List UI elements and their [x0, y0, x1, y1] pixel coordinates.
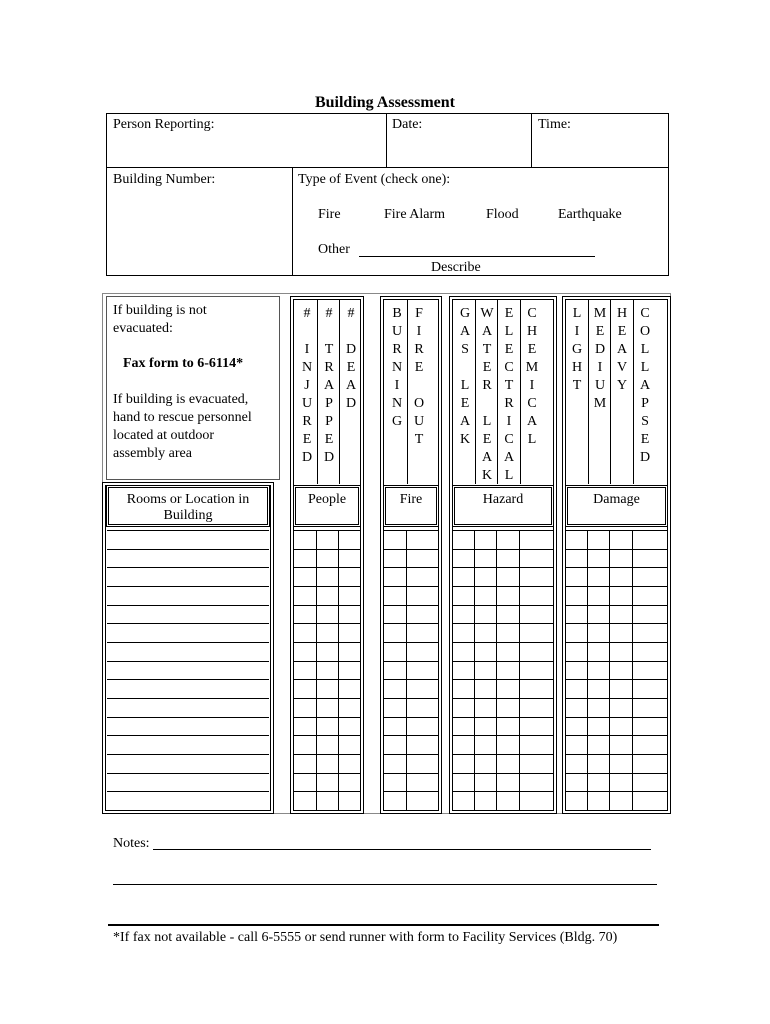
- grid-row-line: [294, 717, 360, 718]
- dead-header: # D E A D: [345, 306, 357, 411]
- grid-row-line: [107, 735, 269, 736]
- grid-row-line: [384, 642, 438, 643]
- grid-row-line: [453, 810, 553, 811]
- event-type-label: Type of Event (check one):: [298, 172, 451, 187]
- notes-line-1[interactable]: [153, 849, 651, 850]
- grid-row-line: [107, 698, 269, 699]
- electrical-header: E L E C T R I C A L: [503, 306, 515, 483]
- grid-row-line: [107, 773, 269, 774]
- grid-row-line: [453, 623, 553, 624]
- grid-row-line: [453, 567, 553, 568]
- header-box: [106, 113, 669, 276]
- grid-col-line: [316, 530, 317, 810]
- grid-row-line: [566, 661, 667, 662]
- grid-row-line: [294, 698, 360, 699]
- grid-row-line: [107, 642, 269, 643]
- trapped-header: # T R A P P E D: [323, 306, 335, 465]
- grid-row-line: [294, 735, 360, 736]
- chemical-header: C H E M I C A L: [525, 306, 539, 447]
- instructions-line6: assembly area: [113, 446, 192, 461]
- grid-row-line: [566, 642, 667, 643]
- rooms-header: [106, 485, 270, 527]
- grid-row-line: [107, 586, 269, 587]
- grid-row-line: [107, 605, 269, 606]
- grid-row-line: [107, 717, 269, 718]
- grid-col-line: [474, 530, 475, 810]
- grid-row-line: [294, 679, 360, 680]
- grid-row-line: [566, 717, 667, 718]
- building-number-label: Building Number:: [113, 172, 216, 187]
- instructions-line4: hand to rescue personnel: [113, 410, 252, 425]
- grid-row-line: [384, 661, 438, 662]
- grid-col-line: [632, 530, 633, 810]
- grid-row-line: [384, 586, 438, 587]
- fire-out-header: F I R E O U T: [413, 306, 425, 447]
- notes-line-2[interactable]: [113, 884, 657, 885]
- event-option-flood[interactable]: Flood: [486, 207, 519, 222]
- damage-header: [565, 485, 668, 527]
- grid-row-line: [384, 605, 438, 606]
- people-header: [293, 485, 361, 527]
- grid-row-line: [566, 530, 667, 531]
- fax-instruction: Fax form to 6-6114*: [123, 356, 244, 371]
- grid-row-line: [294, 754, 360, 755]
- medium-header: M E D I U M: [593, 306, 607, 411]
- grid-row-line: [453, 530, 553, 531]
- grid-row-line: [453, 717, 553, 718]
- rooms-header-label: Rooms or Location in Building: [126, 492, 250, 523]
- grid-row-line: [107, 530, 269, 531]
- grid-row-line: [453, 661, 553, 662]
- grid-row-line: [384, 717, 438, 718]
- rooms-group: [102, 482, 274, 814]
- heavy-header: H E A V Y: [616, 306, 628, 393]
- grid-row-line: [107, 754, 269, 755]
- date-label: Date:: [392, 117, 423, 132]
- grid-row-line: [294, 810, 360, 811]
- grid-row-line: [566, 679, 667, 680]
- grid-col-line: [496, 530, 497, 810]
- grid-row-line: [384, 791, 438, 792]
- grid-row-line: [294, 773, 360, 774]
- grid-row-line: [453, 735, 553, 736]
- hazard-header: [452, 485, 554, 527]
- event-option-earthquake[interactable]: Earthquake: [558, 207, 622, 222]
- grid-row-line: [566, 567, 667, 568]
- collapsed-header: C O L L A P S E D: [639, 306, 651, 465]
- grid-row-line: [566, 586, 667, 587]
- fire-header: [383, 485, 439, 527]
- grid-row-line: [294, 567, 360, 568]
- grid-row-line: [453, 791, 553, 792]
- grid-row-line: [294, 586, 360, 587]
- grid-row-line: [384, 567, 438, 568]
- other-label: Other: [318, 242, 350, 257]
- fire-header-label: Fire: [399, 492, 423, 507]
- instructions-line5: located at outdoor: [113, 428, 215, 443]
- grid-row-line: [453, 679, 553, 680]
- grid-row-line: [453, 754, 553, 755]
- event-option-fire[interactable]: Fire: [318, 207, 341, 222]
- damage-header-label: Damage: [593, 492, 640, 507]
- burning-header: B U R N I N G: [391, 306, 403, 429]
- grid-row-line: [107, 549, 269, 550]
- grid-row-line: [294, 642, 360, 643]
- grid-row-line: [566, 773, 667, 774]
- grid-row-line: [384, 698, 438, 699]
- grid-row-line: [107, 623, 269, 624]
- water-leak-header: W A T E R L E A K: [480, 306, 494, 483]
- grid-row-line: [453, 586, 553, 587]
- gas-leak-header: G A S L E A K: [459, 306, 471, 447]
- grid-row-line: [294, 623, 360, 624]
- grid-col-line: [587, 530, 588, 810]
- person-reporting-label: Person Reporting:: [113, 117, 215, 132]
- grid-row-line: [453, 549, 553, 550]
- grid-col-line: [338, 530, 339, 810]
- grid-row-line: [107, 810, 269, 811]
- grid-row-line: [294, 530, 360, 531]
- instructions-line1: If building is not: [113, 303, 207, 318]
- notes-label: Notes:: [113, 836, 150, 851]
- hazard-header-label: Hazard: [482, 492, 524, 507]
- grid-row-line: [384, 549, 438, 550]
- grid-row-line: [384, 623, 438, 624]
- grid-row-line: [384, 679, 438, 680]
- grid-row-line: [566, 623, 667, 624]
- grid-row-line: [294, 605, 360, 606]
- grid-row-line: [453, 698, 553, 699]
- grid-row-line: [294, 791, 360, 792]
- grid-row-line: [453, 773, 553, 774]
- grid-row-line: [107, 661, 269, 662]
- grid-row-line: [453, 642, 553, 643]
- light-header: L I G H T: [571, 306, 583, 393]
- people-header-label: People: [307, 492, 347, 507]
- grid-row-line: [566, 791, 667, 792]
- grid-col-line: [519, 530, 520, 810]
- grid-row-line: [384, 754, 438, 755]
- grid-row-line: [453, 605, 553, 606]
- footer-note: *If fax not available - call 6-5555 or send runner with form to Facility Services (Bldg. 70): [113, 930, 618, 945]
- grid-row-line: [566, 549, 667, 550]
- describe-label: Describe: [431, 260, 481, 275]
- injured-header: # I N J U R E D: [301, 306, 313, 465]
- grid-row-line: [384, 530, 438, 531]
- grid-row-line: [566, 754, 667, 755]
- event-option-fire-alarm[interactable]: Fire Alarm: [384, 207, 446, 222]
- grid-row-line: [107, 791, 269, 792]
- grid-row-line: [384, 735, 438, 736]
- grid-col-line: [609, 530, 610, 810]
- grid-row-line: [566, 605, 667, 606]
- instructions-line2: evacuated:: [113, 321, 173, 336]
- grid-row-line: [384, 773, 438, 774]
- grid-row-line: [294, 549, 360, 550]
- grid-row-line: [384, 810, 438, 811]
- footer-rule: [108, 924, 659, 926]
- grid-row-line: [107, 679, 269, 680]
- grid-row-line: [107, 567, 269, 568]
- form-title: Building Assessment: [314, 94, 456, 111]
- grid-row-line: [566, 698, 667, 699]
- other-describe-line[interactable]: [359, 256, 595, 257]
- grid-row-line: [566, 735, 667, 736]
- grid-col-line: [406, 530, 407, 810]
- instructions-line3: If building is evacuated,: [113, 392, 249, 407]
- time-label: Time:: [538, 117, 571, 132]
- grid-row-line: [294, 661, 360, 662]
- grid-row-line: [566, 810, 667, 811]
